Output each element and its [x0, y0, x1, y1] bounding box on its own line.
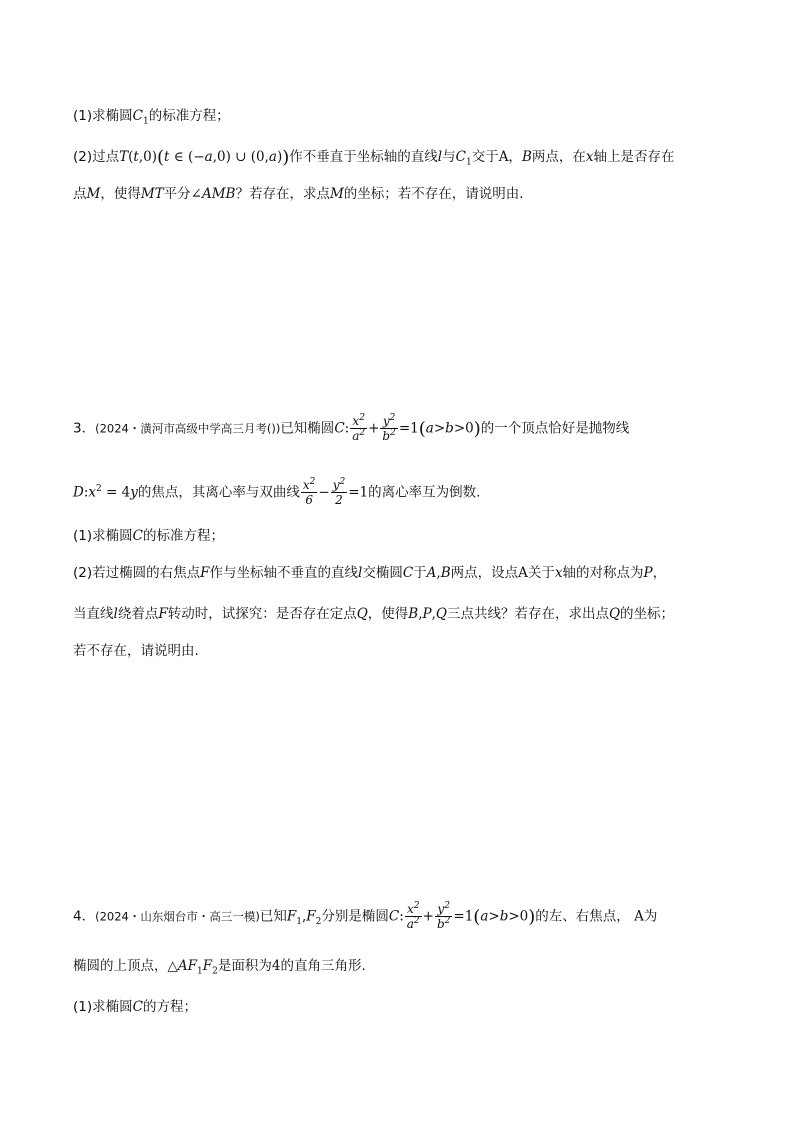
p4-source: (2024・山东烟台市・高三一模)	[95, 909, 260, 924]
p4-number: 4．	[73, 908, 96, 925]
p3-source: (2024・潢河市高级中学高三月考())	[95, 421, 281, 436]
p4-line1: 4．(2024・山东烟台市・高三一模)已知$F_1,F_2$分别是椭圆C: $\frac{x^2}{a^2}$ + $\frac{y^2}{b^2}$ =1(a>b>0)的左、右焦点， A为	[73, 901, 658, 931]
p3-q2-line1: (2)若过椭圆的右焦点F作与坐标轴不垂直的直线l交椭圆C于A,B两点，设点A关于x轴的对称点为P，	[73, 565, 667, 581]
p2-q1-pre: (1)求椭圆	[73, 108, 133, 124]
p4-line2: 椭圆的上顶点，$\triangle AF_1F_2$是面积为4的直角三角形.	[73, 958, 366, 977]
p2-q1-line: (1)求椭圆$C_1$的标准方程；	[73, 108, 230, 127]
p3-q2-line3: 若不存在，请说明由.	[73, 643, 199, 659]
p3-number: 3．	[73, 420, 96, 437]
p3-line1: 3．(2024・潢河市高级中学高三月考())已知椭圆C: $\frac{x^2}{a^2}$ + $\frac{y^2}{b^2}$ =1(a>b>0)的一个顶点恰好是抛物线	[73, 413, 630, 443]
p2-q2-line1: (2)过点T(t,0)(t ∈ (−a,0) ∪ (0,a))作不垂直于坐标轴的直线l与$C_1$交于A，B两点，在x轴上是否存在	[73, 147, 675, 168]
p2-q1-post: 的标准方程；	[148, 108, 230, 124]
p2-q2-line2: 点M，使得MT平分∠AMB？若存在，求点M的坐标；若不存在，请说明由.	[73, 186, 524, 202]
p4-q1-line: (1)求椭圆C的方程；	[73, 999, 197, 1015]
p3-q2-line2: 当直线l绕着点F转动时，试探究：是否存在定点Q，使得B,P,Q三点共线？若存在，求出点Q的坐标；	[73, 606, 675, 622]
p3-line2: $D:x^2 = 4y$的焦点，其离心率与双曲线 $\frac{x^2}{6}$ − $\frac{y^2}{2}$ =1的离心率互为倒数.	[73, 477, 481, 507]
p3-q1-line: (1)求椭圆C的标准方程；	[73, 528, 224, 544]
